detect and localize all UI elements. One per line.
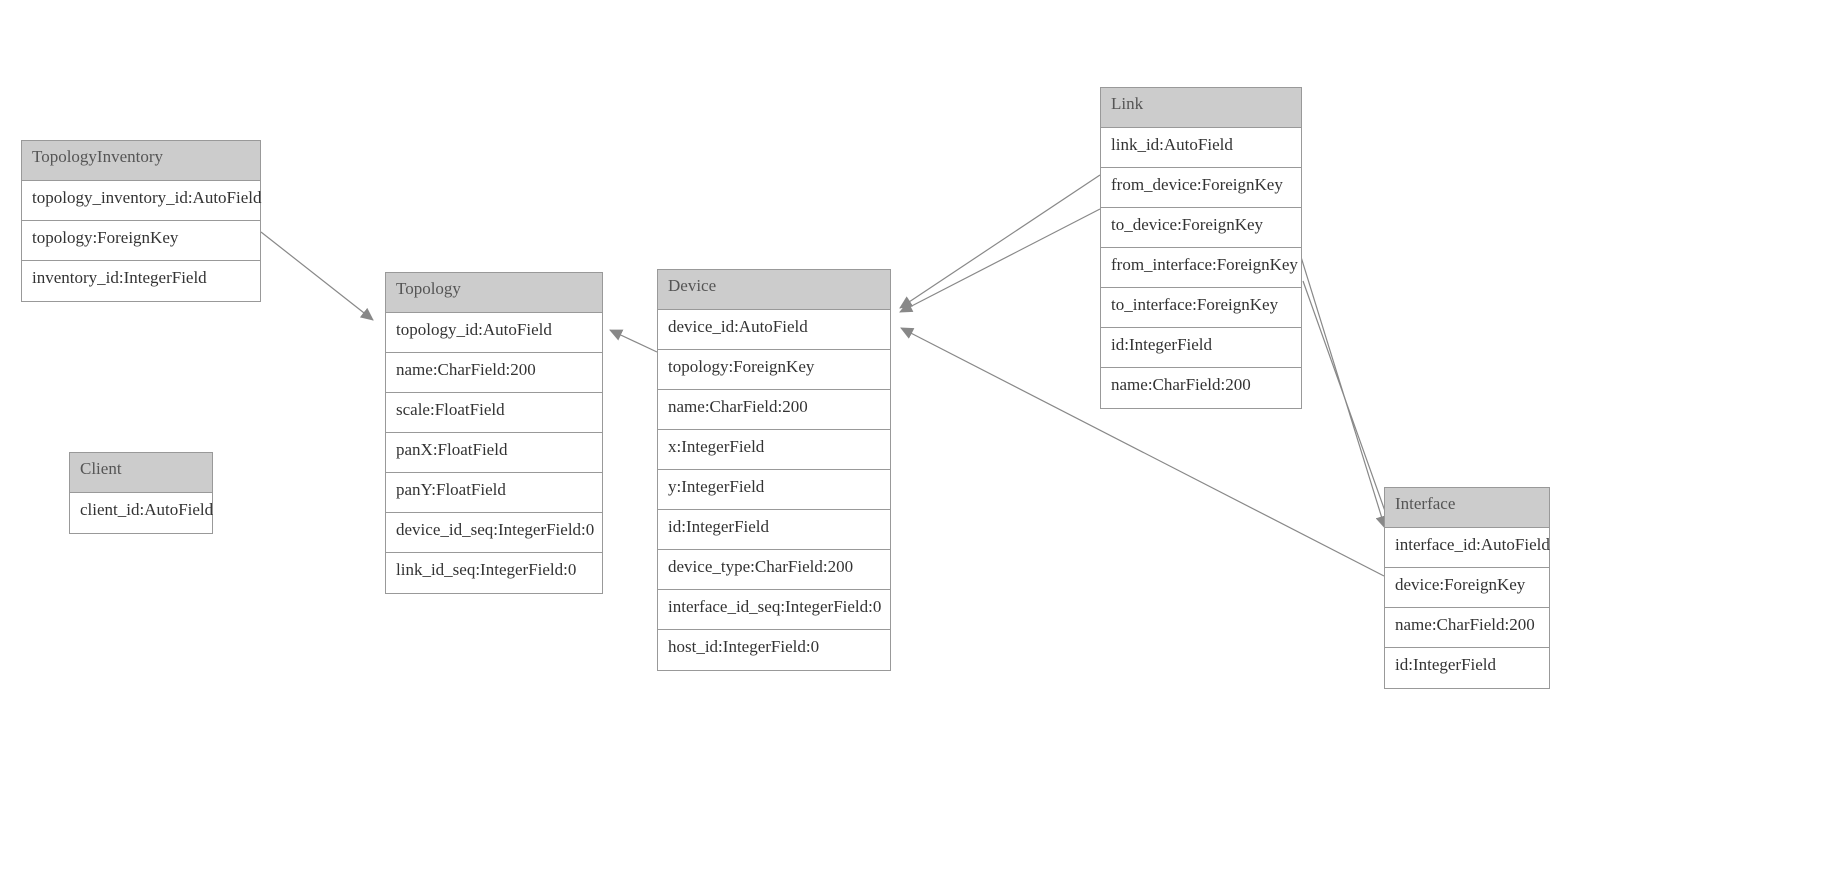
entity-field: to_interface:ForeignKey bbox=[1101, 288, 1301, 328]
edge-link-interface-from bbox=[1297, 244, 1385, 528]
entity-field: panX:FloatField bbox=[386, 433, 602, 473]
entity-title: Link bbox=[1101, 88, 1301, 128]
edge-topologyinventory-topology bbox=[261, 232, 373, 320]
entity-field: topology_id:AutoField bbox=[386, 313, 602, 353]
edge-link-interface-to bbox=[1303, 281, 1391, 528]
entity-field: y:IntegerField bbox=[658, 470, 890, 510]
entity-field: topology:ForeignKey bbox=[658, 350, 890, 390]
edge-link-device-from bbox=[900, 175, 1100, 308]
entity-field: name:CharField:200 bbox=[386, 353, 602, 393]
entity-field: interface_id_seq:IntegerField:0 bbox=[658, 590, 890, 630]
entity-field: from_device:ForeignKey bbox=[1101, 168, 1301, 208]
entity-field: device_type:CharField:200 bbox=[658, 550, 890, 590]
entity-field: device_id:AutoField bbox=[658, 310, 890, 350]
entity-device[interactable] bbox=[657, 269, 891, 671]
entity-field: name:CharField:200 bbox=[1111, 375, 1251, 394]
entity-field: device:ForeignKey bbox=[1385, 568, 1549, 608]
entity-field: link_id_seq:IntegerField:0 bbox=[396, 560, 577, 579]
entity-field: interface_id:AutoField bbox=[1385, 528, 1549, 568]
entity-topology[interactable] bbox=[385, 272, 603, 594]
entity-title: TopologyInventory bbox=[22, 141, 260, 181]
edge-device-topology bbox=[610, 330, 657, 352]
entity-field: id:IntegerField bbox=[1101, 328, 1301, 368]
entity-title: Interface bbox=[1385, 488, 1549, 528]
entity-title: Topology bbox=[386, 273, 602, 313]
entity-topologyinventory[interactable] bbox=[21, 140, 261, 302]
entity-field: topology_inventory_id:AutoField bbox=[22, 181, 260, 221]
entity-field: host_id:IntegerField:0 bbox=[668, 637, 820, 656]
entity-client[interactable] bbox=[69, 452, 213, 534]
entity-field: client_id:AutoField bbox=[80, 500, 214, 519]
entity-link[interactable] bbox=[1100, 87, 1302, 409]
entity-field: panY:FloatField bbox=[386, 473, 602, 513]
entity-field: scale:FloatField bbox=[386, 393, 602, 433]
entity-field: id:IntegerField bbox=[658, 510, 890, 550]
entity-field: id:IntegerField bbox=[1395, 655, 1497, 674]
entity-field: name:CharField:200 bbox=[658, 390, 890, 430]
entity-field: x:IntegerField bbox=[658, 430, 890, 470]
edge-link-device-to bbox=[900, 209, 1100, 312]
entity-field: inventory_id:IntegerField bbox=[32, 268, 207, 287]
entity-field: name:CharField:200 bbox=[1385, 608, 1549, 648]
entity-field: device_id_seq:IntegerField:0 bbox=[386, 513, 602, 553]
entity-field: link_id:AutoField bbox=[1101, 128, 1301, 168]
entity-field: topology:ForeignKey bbox=[22, 221, 260, 261]
entity-title: Device bbox=[658, 270, 890, 310]
entity-field: to_device:ForeignKey bbox=[1101, 208, 1301, 248]
entity-title: Client bbox=[70, 453, 212, 493]
entity-field: from_interface:ForeignKey bbox=[1101, 248, 1301, 288]
entity-interface[interactable] bbox=[1384, 487, 1550, 689]
